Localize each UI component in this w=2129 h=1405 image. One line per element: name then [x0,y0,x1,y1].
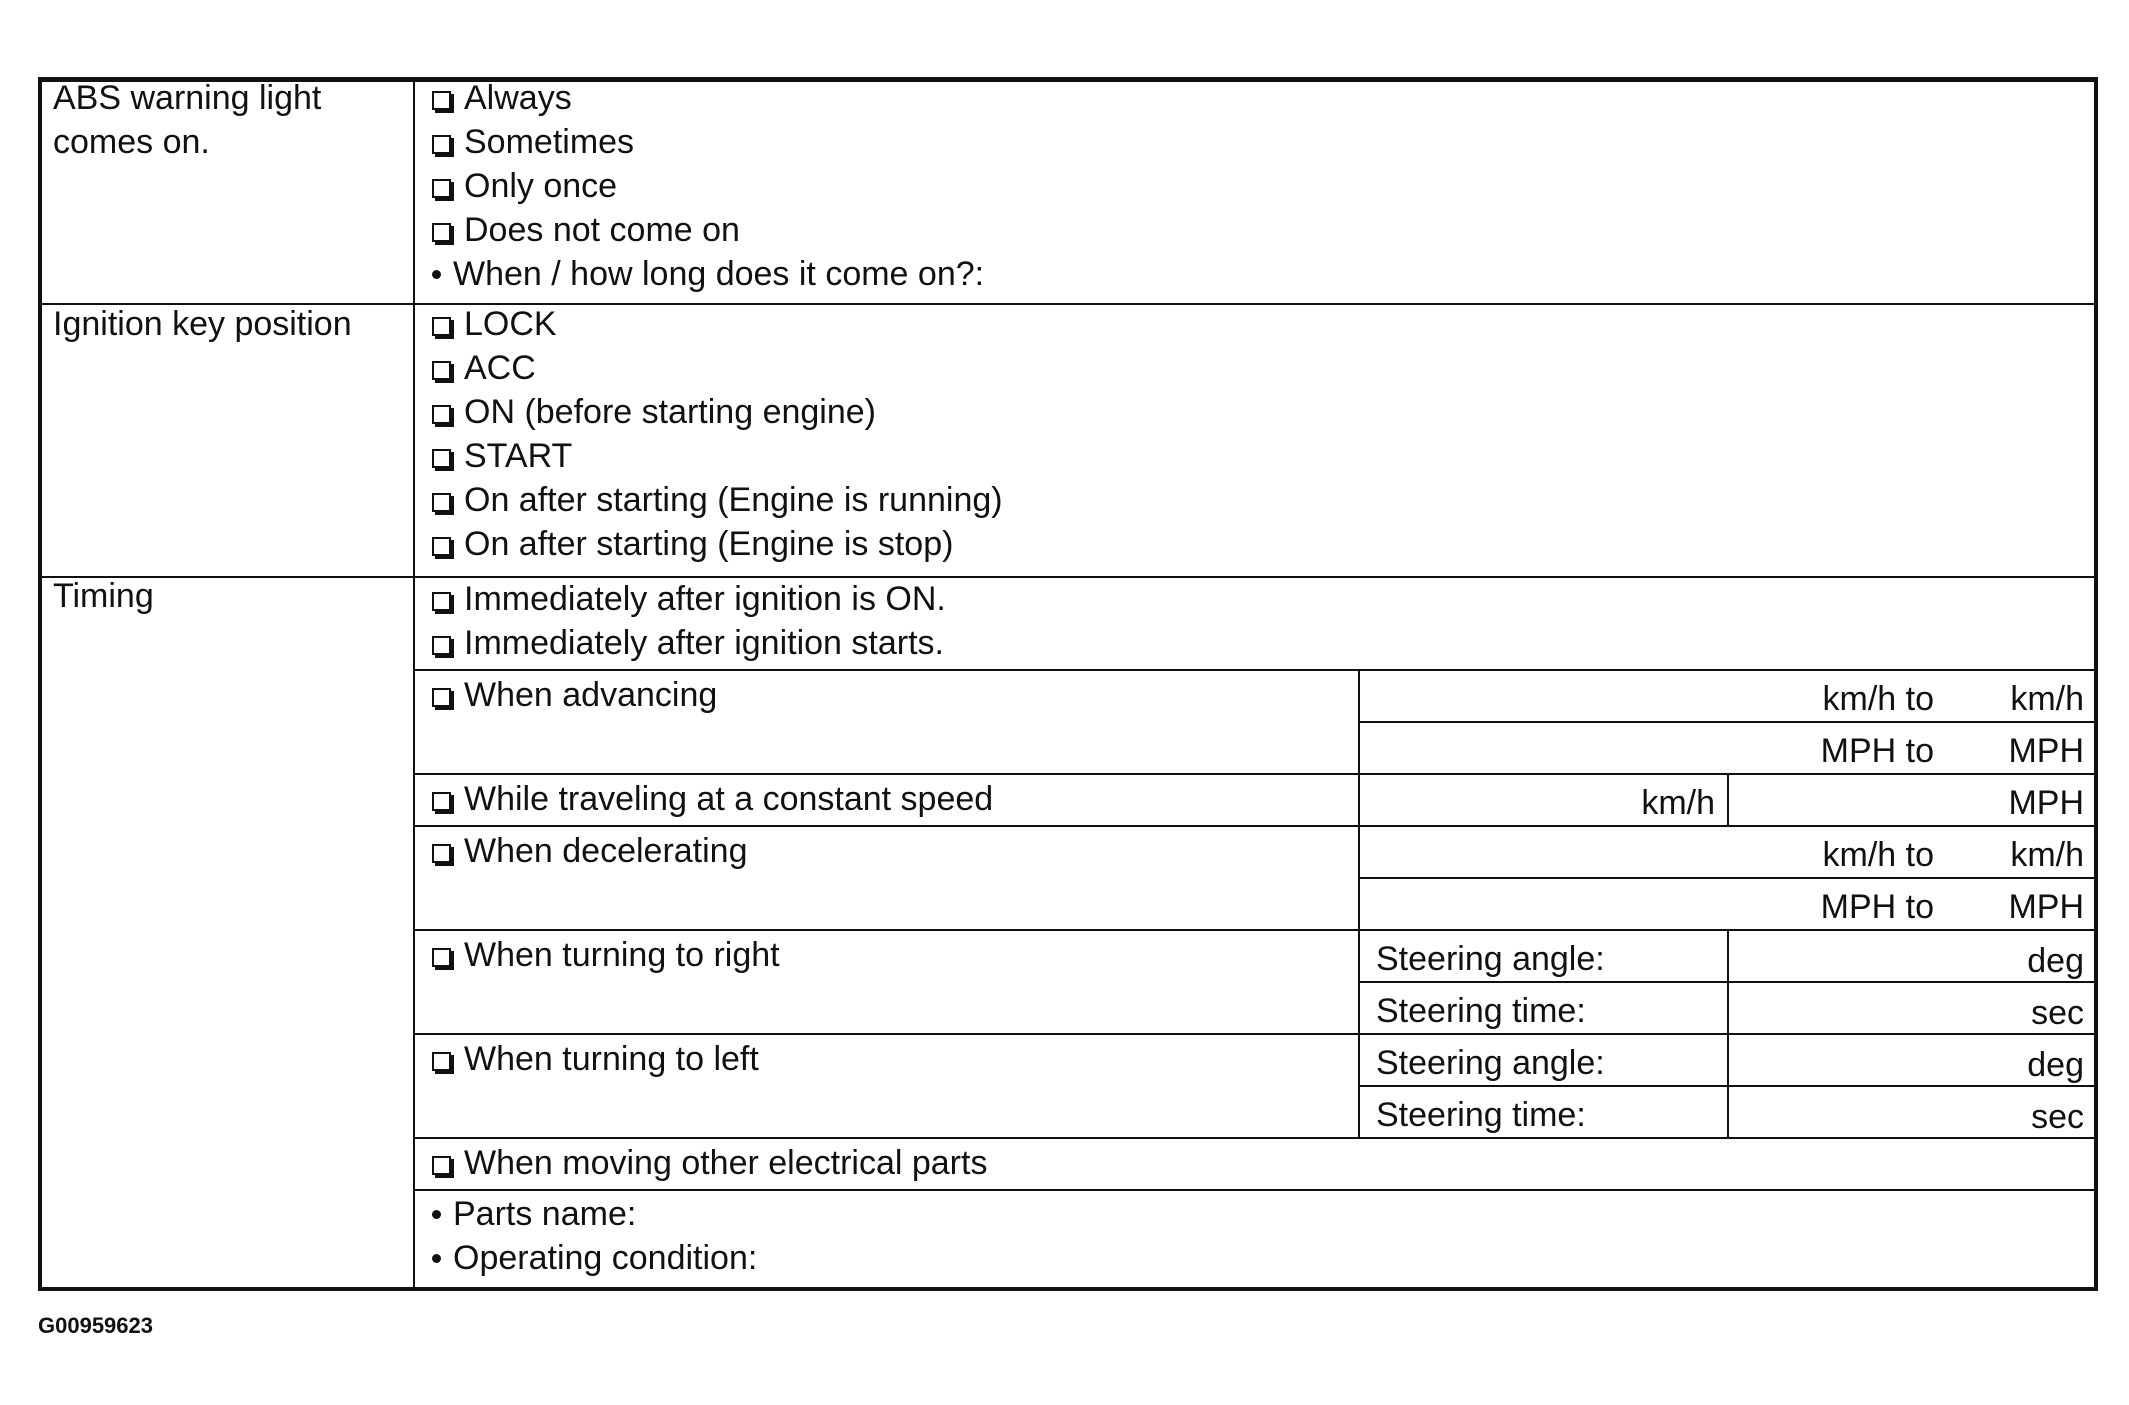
abs-option-does-not-come-on[interactable]: Does not come on [432,208,740,252]
timing-divider-5 [413,1033,2096,1035]
ignition-option-start[interactable]: START [432,434,572,478]
timing-divider-6 [413,1137,2096,1139]
timing-row-label: Timing [53,577,154,615]
ignition-option-lock[interactable]: LOCK [432,302,557,346]
checkbox-icon[interactable] [432,361,451,380]
checkbox-icon[interactable] [432,948,451,967]
right-steering-angle-unit: deg [2027,942,2084,980]
figure-code: G00959623 [38,1313,153,1338]
timing-option-ignition-on[interactable]: Immediately after ignition is ON. [432,577,946,621]
label-column-divider [413,79,415,1289]
right-steering-time-label: Steering time: [1376,992,1586,1030]
timing-option-turning-right[interactable]: When turning to right [432,933,780,977]
checkbox-icon[interactable] [432,493,451,512]
ignition-option-running[interactable]: On after starting (Engine is running) [432,478,1003,522]
timing-option-advancing[interactable]: When advancing [432,673,717,717]
advancing-kmh-to: km/h to [1822,680,1934,718]
timing-option-ignition-starts[interactable]: Immediately after ignition starts. [432,621,944,665]
timing-option-decelerating[interactable]: When decelerating [432,829,748,873]
steering-divider [1727,929,1729,1137]
value-column-divider [1358,669,1360,1137]
advancing-sub-divider [1358,721,2096,723]
abs-option-always[interactable]: Always [432,76,572,120]
advancing-mph-to: MPH to [1820,732,1934,770]
checkbox-icon[interactable] [432,636,451,655]
ignition-row-label: Ignition key position [53,305,352,343]
timing-divider-1 [413,669,2096,671]
operating-condition-line: Operating condition: [428,1236,757,1280]
timing-divider-4 [413,929,2096,931]
advancing-mph-end: MPH [2008,732,2084,770]
abs-row-label: ABS warning light comes on. [53,79,322,161]
left-steering-angle-unit: deg [2027,1046,2084,1084]
ignition-option-acc[interactable]: ACC [432,346,536,390]
checkbox-icon[interactable] [432,844,451,863]
checkbox-icon[interactable] [432,179,451,198]
timing-option-constant-speed[interactable]: While traveling at a constant speed [432,777,993,821]
left-steering-time-label: Steering time: [1376,1096,1586,1134]
timing-option-electrical-parts[interactable]: When moving other electrical parts [432,1141,987,1185]
checkbox-icon[interactable] [432,91,451,110]
timing-divider-3 [413,825,2096,827]
row-divider-ignition [40,576,2096,578]
checkbox-icon[interactable] [432,1052,451,1071]
checkbox-icon[interactable] [432,537,451,556]
decelerating-kmh-to: km/h to [1822,836,1934,874]
checkbox-icon[interactable] [432,317,451,336]
timing-divider-2 [413,773,2096,775]
timing-divider-7 [413,1189,2096,1191]
right-steering-angle-label: Steering angle: [1376,940,1605,978]
bullet-icon [432,1254,441,1263]
checkbox-icon[interactable] [432,792,451,811]
abs-option-sometimes[interactable]: Sometimes [432,120,634,164]
checkbox-icon[interactable] [432,449,451,468]
checkbox-icon[interactable] [432,405,451,424]
left-steering-angle-label: Steering angle: [1376,1044,1605,1082]
bullet-icon [432,270,441,279]
advancing-kmh-end: km/h [2010,680,2084,718]
checkbox-icon[interactable] [432,135,451,154]
ignition-option-on[interactable]: ON (before starting engine) [432,390,876,434]
abs-option-only-once[interactable]: Only once [432,164,617,208]
constant-kmh-unit: km/h [1641,784,1715,822]
left-steering-time-unit: sec [2031,1098,2084,1136]
constant-speed-divider [1727,773,1729,825]
decelerating-kmh-end: km/h [2010,836,2084,874]
checkbox-icon[interactable] [432,1156,451,1175]
checkbox-icon[interactable] [432,592,451,611]
ignition-option-stop[interactable]: On after starting (Engine is stop) [432,522,953,566]
decelerating-mph-to: MPH to [1820,888,1934,926]
checkbox-icon[interactable] [432,688,451,707]
decelerating-mph-end: MPH [2008,888,2084,926]
decelerating-sub-divider [1358,877,2096,879]
checkbox-icon[interactable] [432,223,451,242]
constant-mph-unit: MPH [2008,784,2084,822]
abs-duration-question: When / how long does it come on?: [428,252,984,296]
timing-option-turning-left[interactable]: When turning to left [432,1037,759,1081]
bullet-icon [432,1210,441,1219]
parts-name-line: Parts name: [428,1192,636,1236]
right-steering-time-unit: sec [2031,994,2084,1032]
